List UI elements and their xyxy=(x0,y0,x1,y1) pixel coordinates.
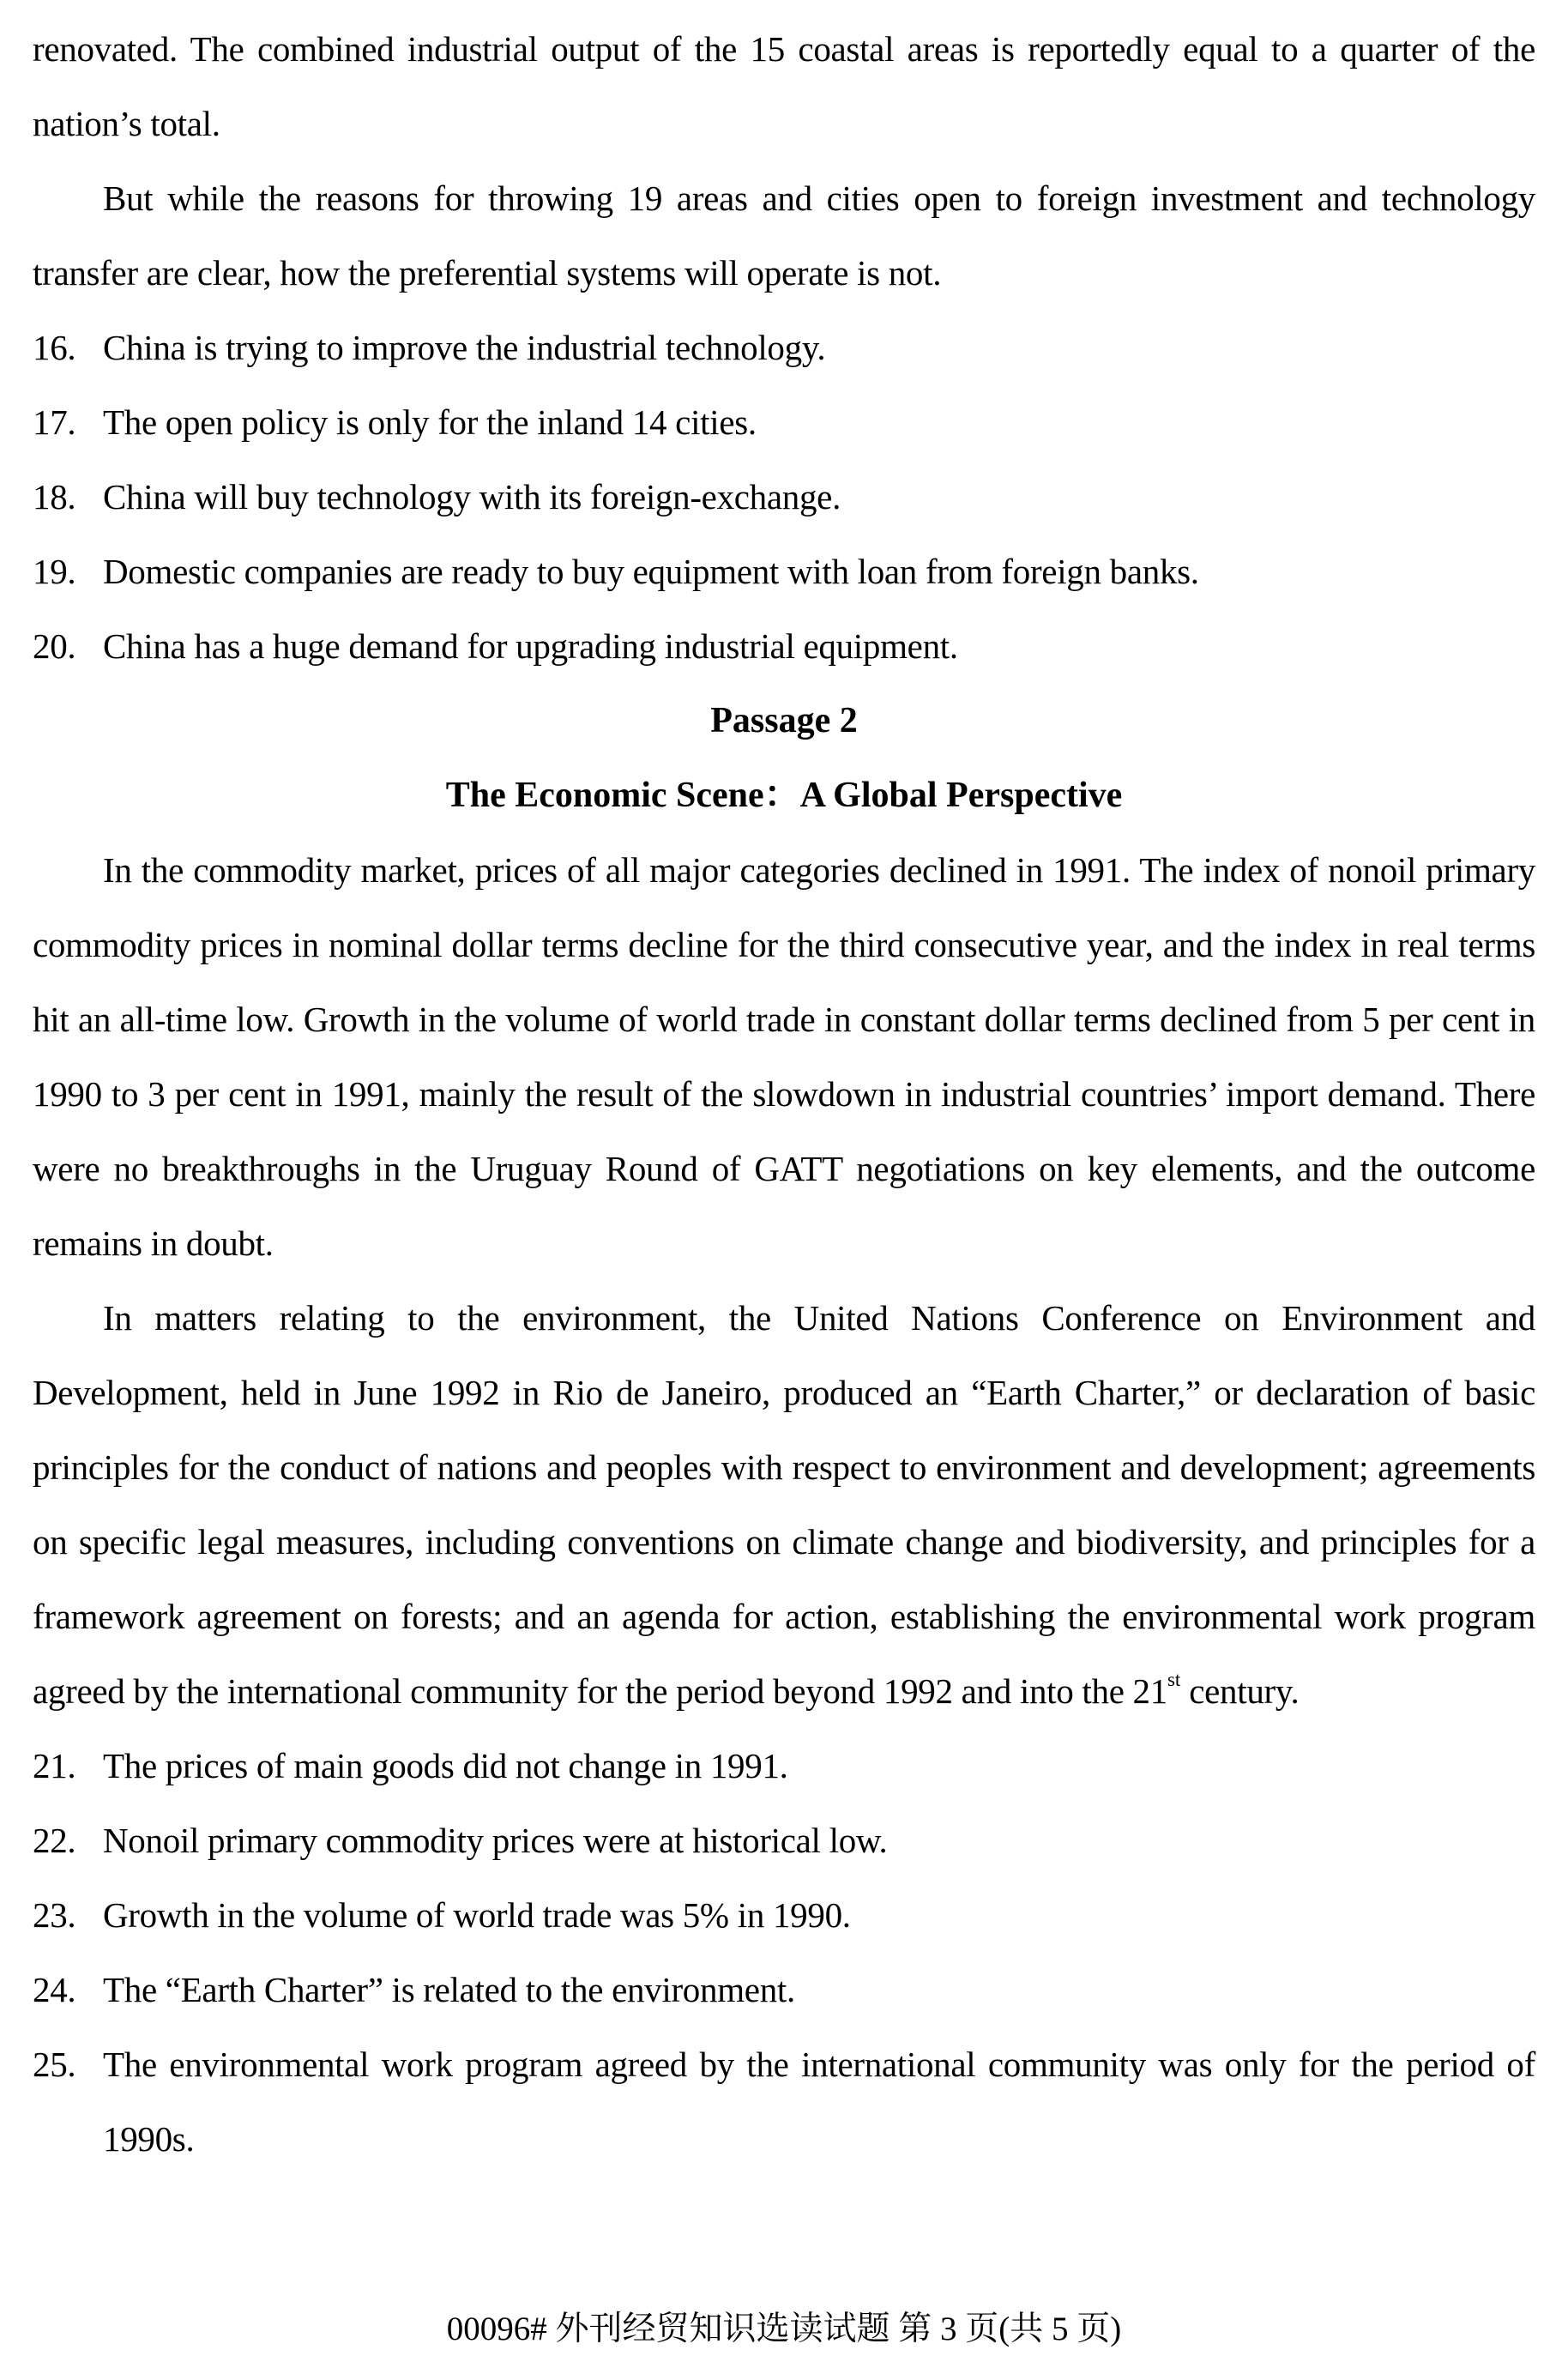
question-text: China will buy technology with its foreign-exchange. xyxy=(103,477,841,516)
page-footer: 00096# 外刊经贸知识选读试题 第 3 页(共 5 页) xyxy=(446,2311,1122,2347)
question-number: 17. xyxy=(33,402,76,442)
question-number: 24. xyxy=(33,1970,76,2009)
question-number: 16. xyxy=(33,328,76,367)
paragraph-but-while: But while the reasons for throwing 19 areas and cities open to foreign investment and technology transfer are clear, how the preferential systems will operate is not. xyxy=(33,178,1535,293)
question-text: China has a huge demand for upgrading industrial equipment. xyxy=(103,626,958,666)
passage2-title: The Economic Scene：A Global Perspective xyxy=(445,776,1123,815)
questions-16-20 xyxy=(33,311,1535,684)
questions-21-25 xyxy=(33,1729,1535,2177)
question-number: 19. xyxy=(33,552,76,591)
question-text: China is trying to improve the industrial technology. xyxy=(103,328,826,367)
question-number: 21. xyxy=(33,1746,76,1785)
question-25 xyxy=(33,2027,1535,2177)
question-text: Nonoil primary commodity prices were at historical low. xyxy=(103,1821,888,1860)
question-17 xyxy=(33,385,1535,460)
paragraph-continued: renovated. The combined industrial output of the 15 coastal areas is reportedly equal to a quarter of the nation’s total. xyxy=(33,29,1535,143)
question-number: 20. xyxy=(33,626,76,666)
ordinal-superscript: st xyxy=(1167,1669,1181,1690)
paragraph-2-text-after-superscript: century. xyxy=(1180,1671,1300,1711)
question-number: 22. xyxy=(33,1821,76,1860)
question-text: The prices of main goods did not change in 1991. xyxy=(103,1746,788,1785)
question-23 xyxy=(33,1878,1535,1953)
question-24 xyxy=(33,1953,1535,2027)
question-16 xyxy=(33,311,1535,385)
question-text: The open policy is only for the inland 14 cities. xyxy=(103,402,757,442)
question-number: 25. xyxy=(33,2045,76,2084)
question-20 xyxy=(33,609,1535,684)
question-number: 23. xyxy=(33,1895,76,1935)
question-22 xyxy=(33,1803,1535,1878)
passage2-heading: Passage 2 xyxy=(710,701,858,740)
question-text: The “Earth Charter” is related to the environment. xyxy=(103,1970,795,2009)
question-19 xyxy=(33,535,1535,609)
question-number: 18. xyxy=(33,477,76,516)
paragraph-2-text-before-superscript: In matters relating to the environment, the United Nations Conference on Environment and Development, held in June 1992 in Rio de Janeiro, produced an “Earth Charter,” or declaration of basic principles for the conduct of nations and peoples with respect to environment and development; agreements on specific legal measures, including conventions on climate change and biodiversity, and principles for a framework agreement on forests; and an agenda for action, establishing the environmental work program agreed by the international community for the period beyond 1992 and into the 21 xyxy=(33,1298,1535,1711)
question-text: The environmental work program agreed by the international community was only for the period of 1990s. xyxy=(103,2045,1535,2159)
passage2-paragraph-1: In the commodity market, prices of all major categories declined in 1991. The index of nonoil primary commodity prices in nominal dollar terms decline for the third consecutive year, and the index in real terms hit an all-time low. Growth in the volume of world trade in constant dollar terms declined from 5 per cent in 1990 to 3 per cent in 1991, mainly the result of the slowdown in industrial countries’ import demand. There were no breakthroughs in the Uruguay Round of GATT negotiations on key elements, and the outcome remains in doubt. xyxy=(33,850,1535,1263)
question-text: Domestic companies are ready to buy equipment with loan from foreign banks. xyxy=(103,552,1199,591)
question-21 xyxy=(33,1729,1535,1803)
question-text: Growth in the volume of world trade was 5% in 1990. xyxy=(103,1895,851,1935)
passage2-paragraph-2 xyxy=(33,1281,1535,1729)
question-18 xyxy=(33,460,1535,535)
